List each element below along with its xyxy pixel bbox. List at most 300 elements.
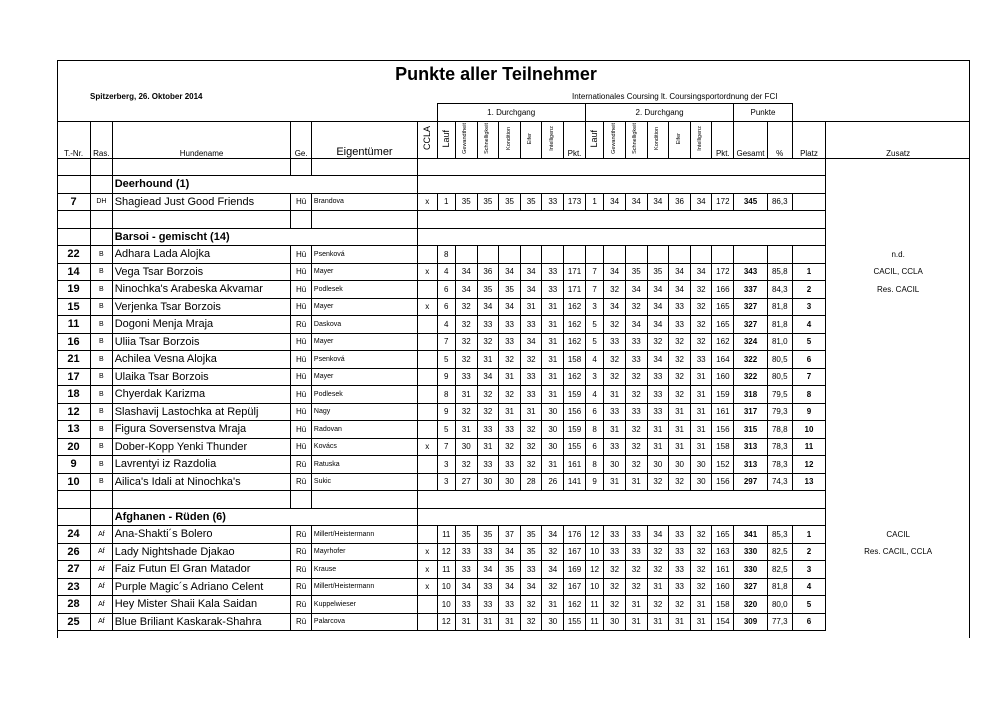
- table-cell-hundename: Adhara Lada Alojka: [112, 246, 291, 264]
- table-cell-lauf-2: 11: [585, 596, 603, 614]
- table-cell-schnelligkeit-2: 32: [625, 386, 647, 404]
- table-cell-zusatz: [826, 473, 970, 491]
- table-cell-gewandtheit-2: [604, 246, 626, 264]
- header-gesamt: Gesamt: [734, 121, 768, 158]
- table-cell-ras: Af: [91, 613, 113, 631]
- table-cell-hundename: Uliia Tsar Borzois: [112, 333, 291, 351]
- table-cell-eifer-1: 34: [520, 333, 542, 351]
- table-cell-pkt-1: 176: [564, 526, 586, 544]
- table-cell-zusatz: [826, 561, 970, 579]
- table-cell-lauf-1: 3: [437, 456, 455, 474]
- table-cell-eifer-2: [669, 246, 691, 264]
- table-cell-pkt-2: 160: [712, 578, 734, 596]
- table-cell-tnr: 16: [57, 333, 91, 351]
- table-cell-intelligenz-1: 31: [542, 368, 564, 386]
- table-cell-intelligenz-2: [690, 246, 712, 264]
- table-cell-platz: 8: [792, 386, 826, 404]
- table-cell-kondition-2: 31: [647, 613, 669, 631]
- header-zusatz: Zusatz: [826, 121, 970, 158]
- table-cell-pkt-1: 162: [564, 298, 586, 316]
- table-cell-ge: Hü: [291, 263, 312, 281]
- table-cell-kondition-1: 34: [499, 298, 521, 316]
- table-cell-intelligenz-2: 32: [690, 526, 712, 544]
- table-cell-intelligenz-1: 33: [542, 281, 564, 299]
- table-cell-lauf-2: 8: [585, 456, 603, 474]
- table-cell-schnelligkeit-2: 33: [625, 351, 647, 369]
- table-cell-intelligenz-1: 30: [542, 403, 564, 421]
- table-cell-intelligenz-1: 31: [542, 596, 564, 614]
- table-cell-hundename: Faiz Futun El Gran Matador: [112, 561, 291, 579]
- table-cell-intelligenz-2: 33: [690, 351, 712, 369]
- table-cell-zusatz: CACIL: [826, 526, 970, 544]
- table-cell-ccla: [418, 596, 437, 614]
- table-cell-lauf-1: 7: [437, 438, 455, 456]
- table-cell-prozent: 79,3: [767, 403, 792, 421]
- table-cell-lauf-2: 8: [585, 421, 603, 439]
- table-cell-ge: Rü: [291, 543, 312, 561]
- table-cell-ge: Rü: [291, 316, 312, 334]
- header-schnelligkeit-1: Schnelligkeit: [484, 123, 491, 154]
- table-cell-gewandtheit-1: 34: [455, 578, 477, 596]
- table-cell-platz: 3: [792, 298, 826, 316]
- table-cell-owner: Mayer: [311, 333, 417, 351]
- table-cell-intelligenz-1: 33: [542, 263, 564, 281]
- table-cell-zusatz: [826, 351, 970, 369]
- regulation-note: Internationales Coursing lt. Coursingsportordnung der FCI: [572, 92, 778, 101]
- table-cell-ccla: [418, 403, 437, 421]
- table-cell-gewandtheit-2: 31: [604, 421, 626, 439]
- table-cell-platz: 6: [792, 351, 826, 369]
- table-cell-ccla: [418, 421, 437, 439]
- table-cell-gesamt: 313: [734, 456, 768, 474]
- table-row: [57, 613, 970, 631]
- table-cell-lauf-1: 6: [437, 298, 455, 316]
- table-cell-intelligenz-2: 32: [690, 281, 712, 299]
- table-row: [57, 578, 970, 596]
- spacer-row: [57, 211, 970, 229]
- table-cell-zusatz: [826, 578, 970, 596]
- table-cell-kondition-1: 34: [499, 543, 521, 561]
- table-cell-gewandtheit-2: 32: [604, 368, 626, 386]
- table-cell-kondition-1: 31: [499, 403, 521, 421]
- table-cell-owner: Kovács: [311, 438, 417, 456]
- table-cell-eifer-1: 33: [520, 386, 542, 404]
- table-cell-ras: B: [91, 386, 113, 404]
- table-cell-owner: Daskova: [311, 316, 417, 334]
- table-cell-owner: Millert/Heistermann: [311, 526, 417, 544]
- header-pkt-1: Pkt.: [564, 121, 586, 158]
- table-cell-kondition-1: 35: [499, 193, 521, 211]
- table-cell-ge: Hü: [291, 193, 312, 211]
- header-intelligenz-1: Intelligenz: [549, 126, 556, 151]
- table-cell-hundename: Hey Mister Shaii Kala Saidan: [112, 596, 291, 614]
- table-cell-intelligenz-1: 31: [542, 456, 564, 474]
- table-cell-owner: Radovan: [311, 421, 417, 439]
- table-cell-eifer-2: 31: [669, 613, 691, 631]
- table-cell-lauf-2: 7: [585, 263, 603, 281]
- table-cell-tnr: 26: [57, 543, 91, 561]
- table-cell-intelligenz-2: 32: [690, 333, 712, 351]
- table-cell-pkt-1: 159: [564, 386, 586, 404]
- table-cell-lauf-2: 5: [585, 316, 603, 334]
- table-cell-kondition-1: [499, 246, 521, 264]
- table-cell-eifer-2: 33: [669, 526, 691, 544]
- page-title: Punkte aller Teilnehmer: [395, 64, 597, 84]
- table-cell-gesamt: 345: [734, 193, 768, 211]
- table-cell-eifer-1: 34: [520, 578, 542, 596]
- table-cell-kondition-1: 35: [499, 281, 521, 299]
- table-cell-platz: 1: [792, 263, 826, 281]
- table-cell-kondition-1: 32: [499, 438, 521, 456]
- table-cell-gewandtheit-2: 33: [604, 438, 626, 456]
- table-cell-ccla: [418, 368, 437, 386]
- table-cell-gesamt: 330: [734, 561, 768, 579]
- table-cell-kondition-2: 32: [647, 543, 669, 561]
- table-cell-pkt-1: 171: [564, 281, 586, 299]
- table-cell-lauf-1: 5: [437, 351, 455, 369]
- table-cell-intelligenz-1: 31: [542, 333, 564, 351]
- table-cell-gewandtheit-1: 33: [455, 596, 477, 614]
- table-cell-eifer-1: 32: [520, 421, 542, 439]
- table-cell-prozent: 80,5: [767, 368, 792, 386]
- table-cell-owner: Mayer: [311, 368, 417, 386]
- table-cell-gesamt: 341: [734, 526, 768, 544]
- table-cell-owner: Palarcova: [311, 613, 417, 631]
- table-cell-tnr: 24: [57, 526, 91, 544]
- table-cell-lauf-2: 5: [585, 333, 603, 351]
- table-cell-intelligenz-1: 30: [542, 438, 564, 456]
- header-hundename: Hundename: [112, 121, 291, 158]
- table-cell-kondition-1: 37: [499, 526, 521, 544]
- table-cell-zusatz: [826, 386, 970, 404]
- table-cell-lauf-1: 11: [437, 526, 455, 544]
- table-cell-ccla: [418, 386, 437, 404]
- table-cell-schnelligkeit-2: 32: [625, 578, 647, 596]
- table-cell-gewandtheit-2: 32: [604, 281, 626, 299]
- table-cell-zusatz: [826, 333, 970, 351]
- table-cell-lauf-1: 1: [437, 193, 455, 211]
- table-cell-ras: B: [91, 316, 113, 334]
- header-ccla: CCLA: [421, 126, 432, 151]
- table-cell-pkt-2: 165: [712, 526, 734, 544]
- header-kondition-2: Kondition: [654, 127, 661, 150]
- table-cell-gewandtheit-1: 31: [455, 421, 477, 439]
- table-cell-schnelligkeit-2: 34: [625, 316, 647, 334]
- table-cell-gewandtheit-1: 32: [455, 403, 477, 421]
- table-cell-hundename: Figura Soversenstva Mraja: [112, 421, 291, 439]
- table-cell-intelligenz-2: 32: [690, 578, 712, 596]
- table-row: [57, 596, 970, 614]
- table-cell-kondition-2: 31: [647, 438, 669, 456]
- table-row: [57, 561, 970, 579]
- table-cell-schnelligkeit-1: 32: [477, 386, 499, 404]
- table-cell-eifer-2: 32: [669, 596, 691, 614]
- table-cell-schnelligkeit-2: 32: [625, 456, 647, 474]
- table-cell-eifer-2: 33: [669, 298, 691, 316]
- table-cell-gewandtheit-1: [455, 246, 477, 264]
- table-cell-intelligenz-2: 34: [690, 263, 712, 281]
- header-ge: Ge.: [291, 121, 312, 158]
- header-platz: Platz: [792, 121, 826, 158]
- table-cell-eifer-1: 34: [520, 281, 542, 299]
- table-cell-ge: Hü: [291, 368, 312, 386]
- table-cell-intelligenz-1: 30: [542, 613, 564, 631]
- table-cell-zusatz: n.d.: [826, 246, 970, 264]
- table-cell-gewandtheit-1: 30: [455, 438, 477, 456]
- table-cell-ccla: x: [418, 263, 437, 281]
- table-cell-lauf-2: 4: [585, 386, 603, 404]
- table-cell-schnelligkeit-2: 32: [625, 438, 647, 456]
- table-cell-owner: Podlesek: [311, 281, 417, 299]
- table-cell-ccla: x: [418, 543, 437, 561]
- table-cell-eifer-2: 36: [669, 193, 691, 211]
- table-cell-eifer-1: 32: [520, 456, 542, 474]
- table-cell-zusatz: [826, 403, 970, 421]
- table-cell-hundename: Ailica's Idali at Ninochka's: [112, 473, 291, 491]
- table-cell-ccla: [418, 333, 437, 351]
- table-cell-gewandtheit-1: 31: [455, 386, 477, 404]
- table-cell-eifer-1: 32: [520, 351, 542, 369]
- table-cell-ccla: x: [418, 193, 437, 211]
- table-cell-owner: Podlesek: [311, 386, 417, 404]
- table-row: [57, 281, 970, 299]
- table-cell-schnelligkeit-2: 32: [625, 421, 647, 439]
- header-durchgang-2: 2. Durchgang: [585, 104, 733, 122]
- table-cell-prozent: 80,0: [767, 596, 792, 614]
- table-cell-gewandtheit-1: 33: [455, 543, 477, 561]
- group-header-row: [57, 228, 970, 246]
- table-cell-eifer-1: 28: [520, 473, 542, 491]
- table-cell-platz: [792, 193, 826, 211]
- table-cell-prozent: 81,8: [767, 578, 792, 596]
- header-punkte: Punkte: [734, 104, 792, 122]
- table-cell-hundename: Ninochka's Arabeska Akvamar: [112, 281, 291, 299]
- table-cell-gesamt: 315: [734, 421, 768, 439]
- header-lauf-1: Lauf: [440, 129, 451, 148]
- table-cell-kondition-2: 35: [647, 263, 669, 281]
- table-cell-kondition-2: 34: [647, 193, 669, 211]
- table-cell-gewandtheit-2: 32: [604, 351, 626, 369]
- table-cell-ccla: x: [418, 438, 437, 456]
- table-cell-prozent: 85,3: [767, 526, 792, 544]
- table-cell-gewandtheit-2: 31: [604, 386, 626, 404]
- table-cell-owner: Millert/Heistermann: [311, 578, 417, 596]
- table-cell-platz: 7: [792, 368, 826, 386]
- table-cell-eifer-1: 35: [520, 543, 542, 561]
- table-cell-intelligenz-2: 32: [690, 316, 712, 334]
- table-cell-lauf-1: 5: [437, 421, 455, 439]
- table-cell-gewandtheit-2: 32: [604, 316, 626, 334]
- table-row: [57, 543, 970, 561]
- table-cell-lauf-2: 1: [585, 193, 603, 211]
- table-cell-intelligenz-2: 31: [690, 403, 712, 421]
- table-cell-gewandtheit-1: 33: [455, 561, 477, 579]
- table-cell-pkt-1: 162: [564, 368, 586, 386]
- table-cell-kondition-2: [647, 246, 669, 264]
- header-gewandtheit-1: Gewandtheit: [462, 123, 469, 154]
- table-cell-ras: B: [91, 298, 113, 316]
- header-schnelligkeit-2: Schnelligkeit: [632, 123, 639, 154]
- table-cell-ccla: [418, 351, 437, 369]
- table-cell-kondition-1: 33: [499, 421, 521, 439]
- table-cell-ge: Hü: [291, 333, 312, 351]
- table-cell-lauf-1: 4: [437, 263, 455, 281]
- table-cell-eifer-2: 33: [669, 561, 691, 579]
- table-cell-ge: Rü: [291, 561, 312, 579]
- table-cell-pkt-2: 163: [712, 543, 734, 561]
- table-cell-gesamt: 337: [734, 281, 768, 299]
- table-cell-platz: [792, 246, 826, 264]
- table-cell-gesamt: 309: [734, 613, 768, 631]
- table-cell-zusatz: [826, 368, 970, 386]
- header-tnr: T.-Nr.: [57, 121, 91, 158]
- table-cell-prozent: 79,5: [767, 386, 792, 404]
- table-cell-pkt-2: 162: [712, 333, 734, 351]
- table-cell-ras: B: [91, 403, 113, 421]
- table-cell-pkt-2: [712, 246, 734, 264]
- table-cell-zusatz: [826, 613, 970, 631]
- table-cell-kondition-2: 34: [647, 316, 669, 334]
- table-cell-kondition-1: 31: [499, 368, 521, 386]
- table-cell-pkt-2: 172: [712, 263, 734, 281]
- header-eifer-2: Eifer: [675, 132, 682, 145]
- table-cell-prozent: 84,3: [767, 281, 792, 299]
- table-cell-schnelligkeit-1: 33: [477, 316, 499, 334]
- table-cell-gesamt: 343: [734, 263, 768, 281]
- table-cell-ras: Af: [91, 526, 113, 544]
- table-cell-eifer-1: 35: [520, 193, 542, 211]
- group-title: Afghanen - Rüden (6): [112, 508, 417, 526]
- table-cell-gewandtheit-2: 34: [604, 193, 626, 211]
- table-cell-zusatz: [826, 193, 970, 211]
- group-header-row: [57, 176, 970, 194]
- table-cell-ras: DH: [91, 193, 113, 211]
- table-cell-ras: B: [91, 333, 113, 351]
- table-cell-lauf-1: 10: [437, 578, 455, 596]
- table-cell-intelligenz-1: 32: [542, 543, 564, 561]
- table-cell-ras: B: [91, 368, 113, 386]
- table-cell-kondition-2: 31: [647, 578, 669, 596]
- table-cell-owner: Ratuska: [311, 456, 417, 474]
- table-cell-zusatz: [826, 316, 970, 334]
- table-row: [57, 456, 970, 474]
- table-cell-eifer-1: 32: [520, 596, 542, 614]
- table-cell-pkt-2: 158: [712, 438, 734, 456]
- table-cell-gesamt: 317: [734, 403, 768, 421]
- table-cell-schnelligkeit-1: 34: [477, 561, 499, 579]
- table-cell-ccla: [418, 456, 437, 474]
- table-cell-pkt-1: 162: [564, 596, 586, 614]
- table-cell-intelligenz-2: 31: [690, 421, 712, 439]
- table-cell-schnelligkeit-2: 31: [625, 596, 647, 614]
- table-cell-platz: 3: [792, 561, 826, 579]
- table-cell-ccla: [418, 613, 437, 631]
- table-cell-gewandtheit-1: 34: [455, 281, 477, 299]
- table-cell-intelligenz-1: 26: [542, 473, 564, 491]
- table-cell-intelligenz-2: 32: [690, 298, 712, 316]
- table-cell-hundename: Vega Tsar Borzois: [112, 263, 291, 281]
- table-cell-zusatz: [826, 298, 970, 316]
- table-cell-owner: Sukic: [311, 473, 417, 491]
- table-cell-platz: 5: [792, 596, 826, 614]
- table-cell-prozent: 81,8: [767, 298, 792, 316]
- table-cell-ras: B: [91, 281, 113, 299]
- table-row: [57, 421, 970, 439]
- table-cell-ge: Hü: [291, 351, 312, 369]
- table-cell-eifer-2: 31: [669, 403, 691, 421]
- table-cell-ge: Hü: [291, 403, 312, 421]
- table-cell-schnelligkeit-1: 36: [477, 263, 499, 281]
- table-cell-zusatz: CACIL, CCLA: [826, 263, 970, 281]
- table-cell-ge: Rü: [291, 473, 312, 491]
- table-cell-owner: Psenková: [311, 246, 417, 264]
- table-cell-schnelligkeit-1: 33: [477, 578, 499, 596]
- table-cell-prozent: 85,8: [767, 263, 792, 281]
- table-cell-schnelligkeit-1: 31: [477, 438, 499, 456]
- table-cell-intelligenz-2: 32: [690, 561, 712, 579]
- table-cell-tnr: 25: [57, 613, 91, 631]
- table-cell-lauf-2: 12: [585, 526, 603, 544]
- table-cell-lauf-1: 11: [437, 561, 455, 579]
- table-row: [57, 438, 970, 456]
- table-cell-eifer-1: 31: [520, 298, 542, 316]
- table-cell-gewandtheit-2: 34: [604, 298, 626, 316]
- table-cell-gewandtheit-1: 31: [455, 613, 477, 631]
- table-cell-owner: Mayer: [311, 263, 417, 281]
- table-cell-pkt-2: 161: [712, 403, 734, 421]
- table-cell-kondition-2: 34: [647, 351, 669, 369]
- table-cell-ccla: [418, 316, 437, 334]
- table-cell-ge: Rü: [291, 613, 312, 631]
- table-cell-platz: 2: [792, 543, 826, 561]
- table-cell-kondition-2: 34: [647, 298, 669, 316]
- table-cell-hundename: Ulaika Tsar Borzois: [112, 368, 291, 386]
- table-cell-pkt-2: 158: [712, 596, 734, 614]
- table-cell-gesamt: 327: [734, 316, 768, 334]
- table-cell-pkt-1: 167: [564, 543, 586, 561]
- table-cell-kondition-2: 34: [647, 526, 669, 544]
- table-cell-pkt-1: 141: [564, 473, 586, 491]
- table-cell-ge: Hü: [291, 386, 312, 404]
- table-cell-tnr: 20: [57, 438, 91, 456]
- spacer-row: [57, 158, 970, 176]
- table-cell-kondition-1: 32: [499, 386, 521, 404]
- header-eigentuemer: Eigentümer: [311, 121, 417, 158]
- table-cell-ge: Rü: [291, 456, 312, 474]
- table-cell-owner: Kuppelwieser: [311, 596, 417, 614]
- table-cell-tnr: 21: [57, 351, 91, 369]
- table-cell-lauf-2: 4: [585, 351, 603, 369]
- table-cell-intelligenz-1: 31: [542, 316, 564, 334]
- table-cell-ras: B: [91, 456, 113, 474]
- table-cell-lauf-2: 6: [585, 403, 603, 421]
- table-cell-gesamt: 318: [734, 386, 768, 404]
- table-cell-platz: 9: [792, 403, 826, 421]
- table-row: [57, 263, 970, 281]
- table-cell-kondition-1: 33: [499, 596, 521, 614]
- table-cell-schnelligkeit-1: 32: [477, 333, 499, 351]
- table-cell-intelligenz-2: 31: [690, 386, 712, 404]
- table-cell-gewandtheit-1: 32: [455, 456, 477, 474]
- table-row: [57, 351, 970, 369]
- table-cell-gewandtheit-2: 33: [604, 333, 626, 351]
- table-cell-prozent: [767, 246, 792, 264]
- table-cell-lauf-1: 8: [437, 386, 455, 404]
- table-cell-pkt-1: 158: [564, 351, 586, 369]
- table-cell-tnr: 11: [57, 316, 91, 334]
- table-cell-hundename: Slashavij Lastochka at Repülj: [112, 403, 291, 421]
- table-cell-intelligenz-1: 34: [542, 561, 564, 579]
